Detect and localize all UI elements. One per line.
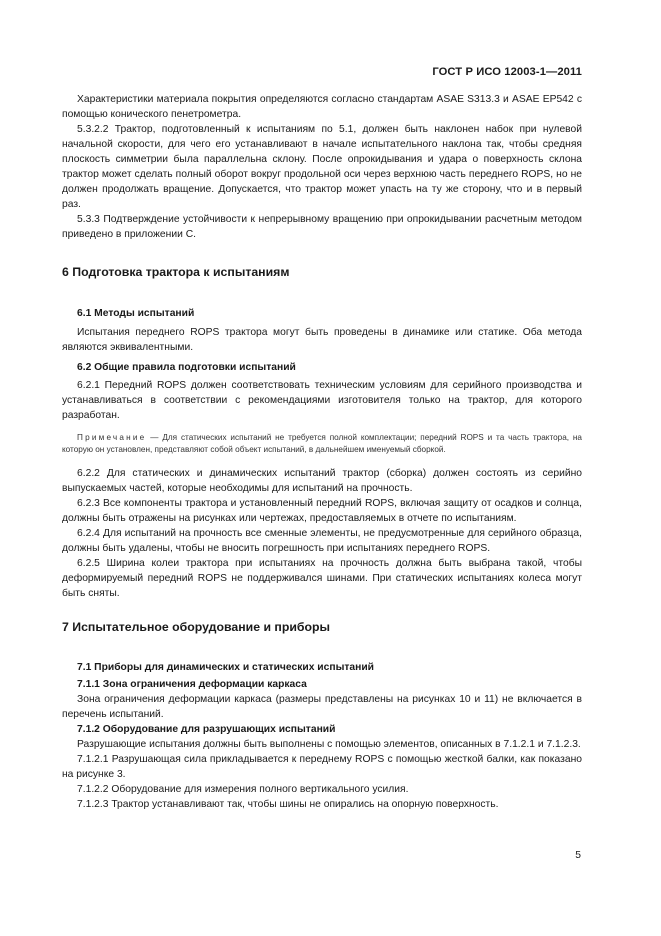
note-text: — Для статических испытаний не требуется полной комплектации; передний ROPS и та часть трактора, на которую он установлен, представляют собой объект испытаний, в дальнейшем именуемый сборкой. [62, 433, 582, 454]
subsection-heading: 6.1 Методы испытаний [77, 308, 195, 319]
paragraph: 6.2.3 Все компоненты трактора и установленный передний ROPS, включая защиту от осадков и солнца, должны быть отражены на рисунках или чертежах, предоставляемых в отчете по испытаниям. [62, 498, 582, 524]
subsection-heading: 6.2 Общие правила подготовки испытаний [77, 362, 296, 373]
paragraph: 6.2.5 Ширина колеи трактора при испытаниях на прочность должна быть выбрана такой, чтобы деформируемый передний ROPS не поддерживался шинами. При статических испытаниях колеса могут быть сняты. [62, 558, 582, 599]
paragraph: 5.3.2.2 Трактор, подготовленный к испытаниям по 5.1, должен быть наклонен набок при нулевой начальной скорости, для чего его устанавливают в начале испытательного наклона так, чтобы средняя плоскость симметрии была параллельна склону. После опрокидывания и удара о поверхность склона трактор может сделать полный оборот вокруг продольной оси через верхнюю часть переднего ROPS, но не должен продолжать вращение. Допускается, что трактор может упасть на ту же сторону, что и в первый раз. [62, 124, 582, 210]
paragraph: Характеристики материала покрытия определяются согласно стандартам ASAE S313.3 и ASAE EP542 с помощью конического пенетрометра. [62, 94, 582, 120]
paragraph: Разрушающие испытания должны быть выполнены с помощью элементов, описанных в 7.1.2.1 и 7.1.2.3. [77, 739, 581, 750]
paragraph: 6.2.1 Передний ROPS должен соответствовать техническим условиям для серийного производства и устанавливаться в соответствии с рекомендациями изготовителя только на трактор, для которого разработан. [62, 380, 582, 421]
subsection-heading: 7.1 Приборы для динамических и статических испытаний [77, 662, 375, 673]
paragraph: 5.3.3 Подтверждение устойчивости к непрерывному вращению при опрокидывании расчетным методом приведено в приложении С. [62, 214, 582, 240]
note [62, 432, 582, 456]
document-body [62, 92, 582, 812]
document-header: ГОСТ Р ИСО 12003-1—2011 [432, 66, 582, 78]
subsection-heading: 7.1.1 Зона ограничения деформации каркаса [77, 679, 307, 690]
note-label: Примечание [77, 433, 147, 442]
section-heading: 6 Подготовка трактора к испытаниям [62, 265, 290, 279]
paragraph: 6.2.2 Для статических и динамических испытаний трактор (сборка) должен состоять из серийно выпускаемых частей, которые необходимы для испытаний на прочность. [62, 468, 582, 494]
paragraph: 7.1.2.1 Разрушающая сила прикладывается к переднему ROPS с помощью жесткой балки, как показано на рисунке 3. [62, 754, 582, 780]
paragraph: Зона ограничения деформации каркаса (размеры представлены на рисунках 10 и 11) не включается в перечень испытаний. [62, 694, 582, 720]
section-heading: 7 Испытательное оборудование и приборы [62, 620, 331, 634]
paragraph: 7.1.2.3 Трактор устанавливают так, чтобы шины не опирались на опорную поверхность. [77, 799, 499, 810]
page-number: 5 [575, 850, 581, 861]
subsection-heading: 7.1.2 Оборудование для разрушающих испытаний [77, 724, 336, 735]
paragraph: 7.1.2.2 Оборудование для измерения полного вертикального усилия. [77, 784, 409, 795]
paragraph: 6.2.4 Для испытаний на прочность все сменные элементы, не предусмотренные для серийного образца, должны быть удалены, чтобы не вносить погрешность при испытаниях переднего ROPS. [62, 528, 582, 554]
paragraph: Испытания переднего ROPS трактора могут быть проведены в динамике или статике. Оба метода являются эквивалентными. [62, 327, 582, 353]
